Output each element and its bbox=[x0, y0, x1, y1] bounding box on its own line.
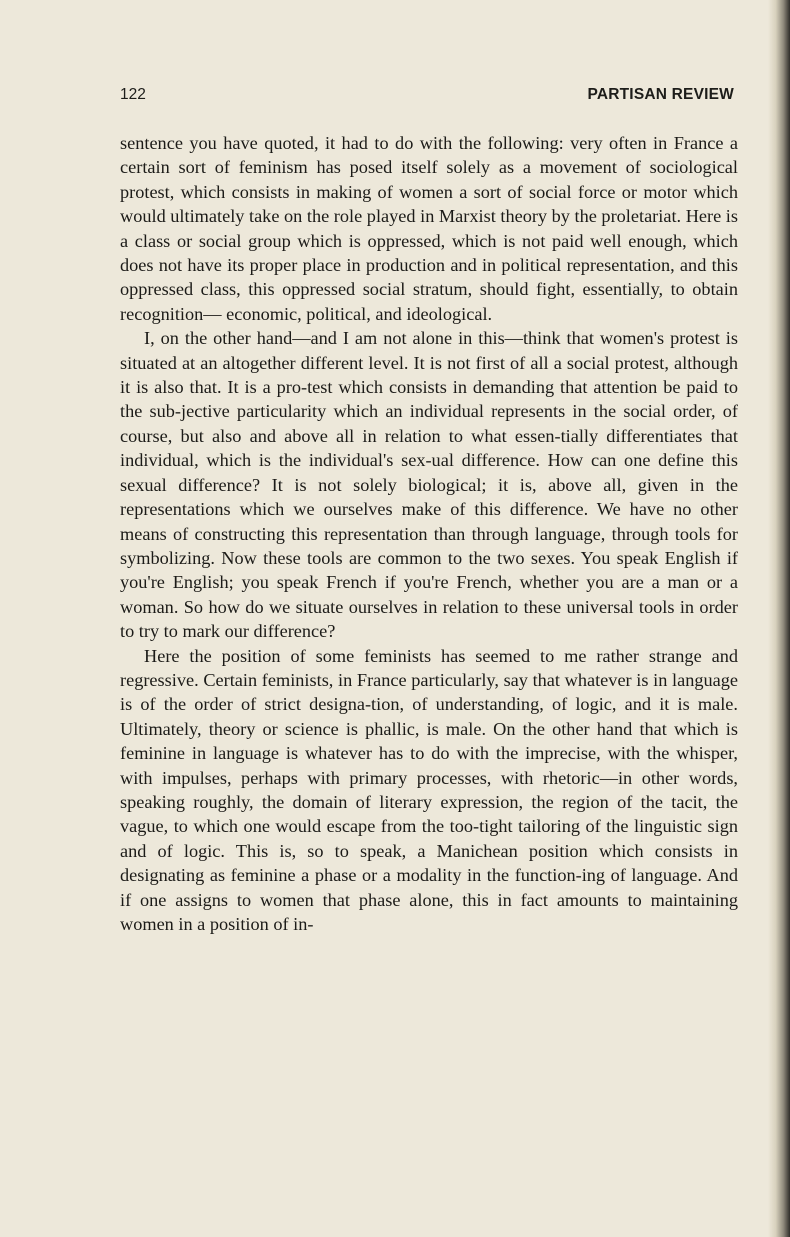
body-text bbox=[120, 131, 738, 936]
paragraph-continued: sentence you have quoted, it had to do with the following: very often in France a certain sort of feminism has posed itself solely as a movement of sociological protest, which consists in making of women a sort of social force or motor which would ultimately take on the role played in Marxist theory by the proletariat. Here is a class or social group which is oppressed, which is not paid well enough, which does not have its proper place in production and in political representation, and this oppressed class, this oppressed social stratum, should fight, essentially, to obtain recognition— economic, political, and ideological. bbox=[120, 133, 738, 324]
page-number: 122 bbox=[120, 86, 146, 103]
running-head: PARTISAN REVIEW bbox=[587, 86, 734, 103]
paragraph: Here the position of some feminists has seemed to me rather strange and regressive. Certain feminists, in France particularly, say that whatever is in language is of the order of strict designa-tion, of understanding, of logic, and it is male. Ultimately, theory or science is phallic, is male. On the other hand that which is feminine in language is whatever has to do with the imprecise, with the whisper, with impulses, perhaps with primary processes, with rhetoric—in other words, speaking roughly, the domain of literary expression, the region of the tacit, the vague, to which one would escape from the too-tight tailoring of the linguistic sign and of logic. This is, so to speak, a Manichean position which consists in designating as feminine a phase or a modality in the function-ing of language. And if one assigns to women that phase alone, this in fact amounts to maintaining women in a position of in- bbox=[120, 645, 738, 934]
paragraph: I, on the other hand—and I am not alone in this—think that women's protest is situated at an altogether different level. It is not first of all a social protest, although it is also that. It is a pro-test which consists in demanding that attention be paid to the sub-jective particularity which an individual represents in the social order, of course, but also and above all in relation to what essen-tially differentiates that individual, which is the individual's sex-ual difference. How can one define this sexual difference? It is not solely biological; it is, above all, given in the representations which we ourselves make of this difference. We have no other means of constructing this representation than through language, through tools for symbolizing. Now these tools are common to the two sexes. You speak English if you're English; you speak French if you're French, whether you are a man or a woman. So how do we situate ourselves in relation to these universal tools in order to try to mark our difference? bbox=[120, 328, 738, 642]
page-header bbox=[120, 86, 738, 108]
page-binding-shadow bbox=[768, 0, 790, 1237]
